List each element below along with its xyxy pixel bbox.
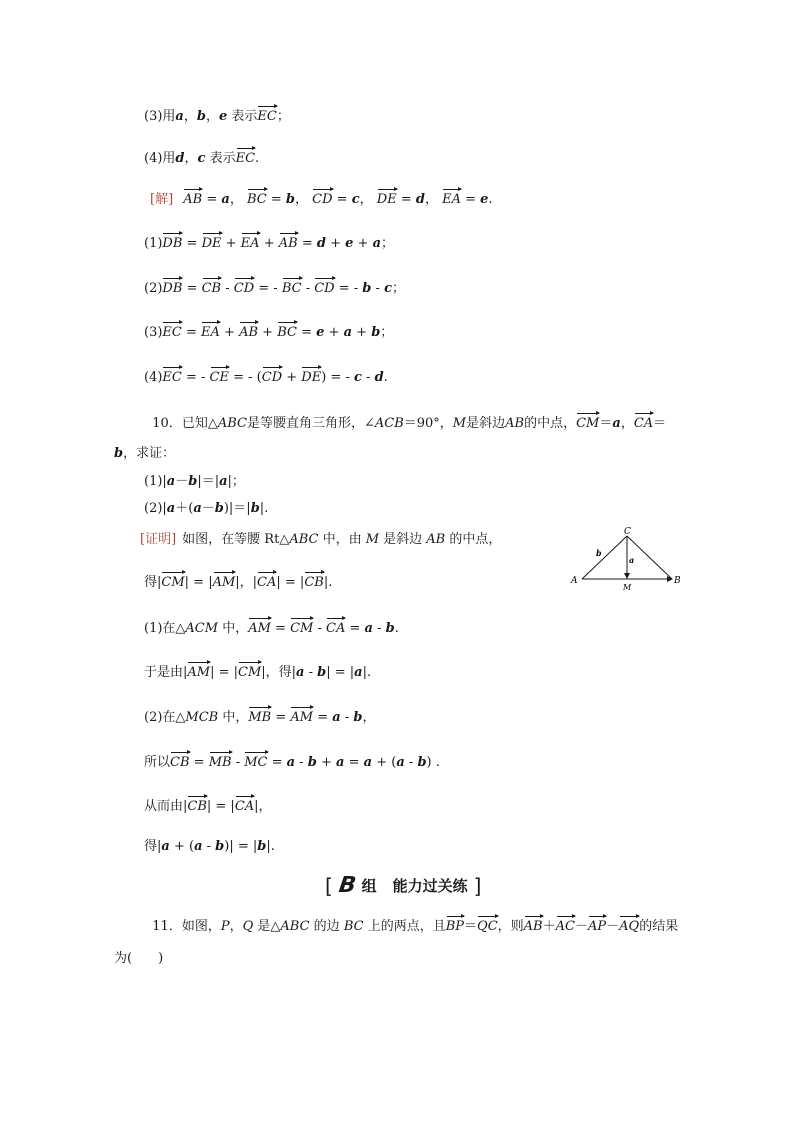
solution-tag: [解] <box>150 192 174 207</box>
solution-definitions: [解] AB = a， BC = b， CD = c， DE = d， EA = e. <box>150 188 493 209</box>
proof-tag: [证明] <box>140 532 177 547</box>
proof-line-8: 得|a + (a - b)| = |b|. <box>144 839 275 854</box>
label-b: B <box>674 576 681 586</box>
problem-10-stem: 10．已知△ABC是等腰直角三角形，∠ACB＝90°，M是斜边AB的中点，CM＝a，CA＝ <box>144 412 666 433</box>
problem-10-stem-cont: b，求证： <box>114 446 176 461</box>
proof-line-7: 从而由|CB| = |CA|， <box>144 795 272 816</box>
question-3: (3)用a，b，e 表示EC； <box>144 105 290 126</box>
label-a: A <box>571 576 578 586</box>
problem-11-line-1: 11．如图，P，Q 是△ABC 的边 BC 上的两点，且BP＝QC，则AB＋AC－AP－AQ的结果 <box>144 915 678 936</box>
problem-11-line-2: 为( ) <box>114 951 164 966</box>
proof-line-2: 得|CM| = |AM|，|CA| = |CB|. <box>144 571 332 592</box>
label-m: M <box>623 583 632 592</box>
claim-1: (1)|a－b|＝|a|； <box>144 474 245 489</box>
question-4: (4)用d，c 表示EC. <box>144 147 259 168</box>
triangle-figure <box>568 524 684 594</box>
proof-line-1: [证明] 如图，在等腰 Rt△ABC 中，由 M 是斜边 AB 的中点， <box>140 532 502 547</box>
solution-step-2: (2)DB = CB - CD = - BC - CD = - b - c； <box>144 277 405 298</box>
label-c: C <box>624 527 631 537</box>
proof-line-6: 所以CB = MB - MC = a - b + a = a + (a - b) . <box>144 751 440 772</box>
label-side-a: a <box>629 555 635 565</box>
proof-line-3: (1)在△ACM 中，AM = CM - CA = a - b. <box>144 617 399 638</box>
solution-step-3: (3)EC = EA + AB + BC = e + a + b； <box>144 321 393 342</box>
side-ca <box>582 536 627 579</box>
section-title: [ B 组 能力过关练 ] <box>325 873 482 898</box>
solution-step-1: (1)DB = DE + EA + AB = d + e + a； <box>144 232 394 253</box>
claim-2: (2)|a＋(a－b)|＝|b|. <box>144 501 269 516</box>
label-side-b: b <box>596 548 602 558</box>
proof-line-5: (2)在△MCB 中，MB = AM = a - b， <box>144 706 376 727</box>
proof-line-4: 于是由|AM| = |CM|，得|a - b| = |a|. <box>144 661 371 682</box>
solution-step-4: (4)EC = - CE = - (CD + DE) = - c - d. <box>144 366 388 387</box>
